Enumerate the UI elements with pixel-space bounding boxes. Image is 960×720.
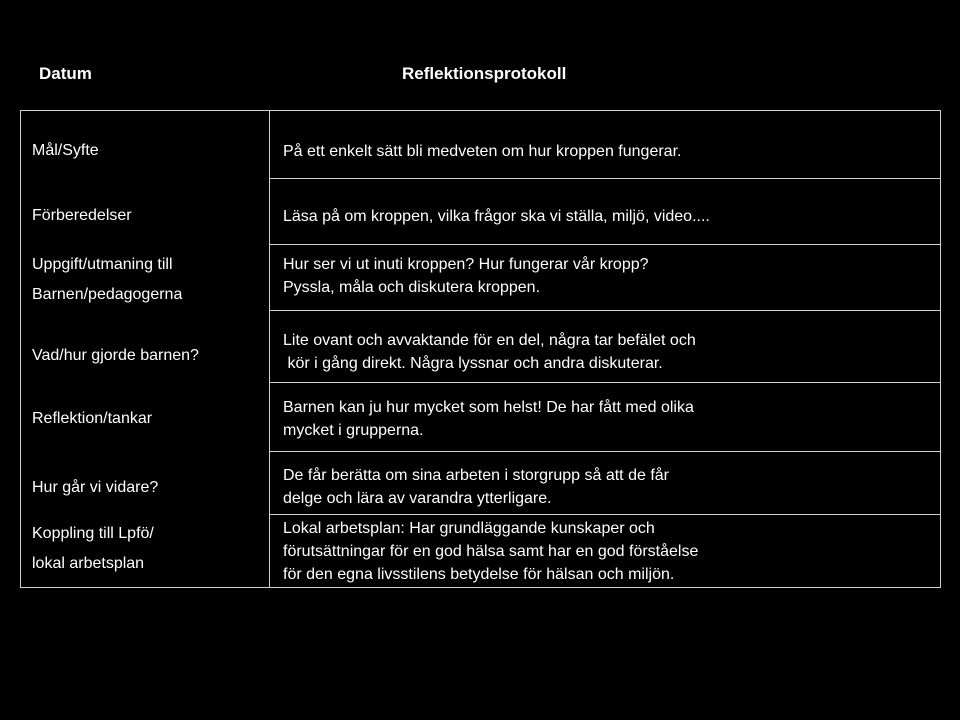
row-divider <box>269 514 941 515</box>
content-line: Lite ovant och avvaktande för en del, några tar befälet och <box>283 332 696 349</box>
content-line: Läsa på om kroppen, vilka frågor ska vi ställa, miljö, video.... <box>283 208 710 225</box>
content-reflection <box>283 396 933 442</box>
content-what-children-did <box>283 329 933 375</box>
label-goal: Mål/Syfte <box>32 142 99 159</box>
content-next-steps <box>283 464 933 510</box>
row-divider <box>269 382 941 383</box>
label-task-line-1: Uppgift/utmaning till <box>32 256 173 273</box>
content-goal <box>283 140 933 163</box>
content-line: Lokal arbetsplan: Har grundläggande kunskaper och <box>283 520 655 537</box>
label-curriculum-line-2: lokal arbetsplan <box>32 555 145 572</box>
content-curriculum <box>283 517 933 586</box>
content-task <box>283 253 933 299</box>
label-next-steps: Hur går vi vidare? <box>32 479 159 496</box>
header-row <box>0 0 960 110</box>
content-line: mycket i grupperna. <box>283 422 424 439</box>
page-title: Reflektionsprotokoll <box>402 64 567 83</box>
column-divider <box>269 111 270 587</box>
content-line: förutsättningar för en god hälsa samt har en god förståelse <box>283 543 699 560</box>
label-task-line-2: Barnen/pedagogerna <box>32 286 183 303</box>
row-divider <box>269 310 941 311</box>
content-line: På ett enkelt sätt bli medveten om hur kroppen fungerar. <box>283 143 682 160</box>
date-heading: Datum <box>39 64 92 83</box>
row-divider <box>269 244 941 245</box>
content-line: Pyssla, måla och diskutera kroppen. <box>283 279 541 296</box>
content-line: De får berätta om sina arbeten i storgrupp så att de får <box>283 467 669 484</box>
label-reflection: Reflektion/tankar <box>32 410 153 427</box>
content-preparations <box>283 205 933 228</box>
content-line: Barnen kan ju hur mycket som helst! De har fått med olika <box>283 399 694 416</box>
reflection-table <box>20 110 941 588</box>
label-curriculum-line-1: Koppling till Lpfö/ <box>32 525 154 542</box>
label-preparations: Förberedelser <box>32 207 132 224</box>
content-line: kör i gång direkt. Några lyssnar och andra diskuterar. <box>283 355 663 372</box>
content-line: delge och lära av varandra ytterligare. <box>283 490 552 507</box>
content-line: för den egna livsstilens betydelse för hälsan och miljön. <box>283 566 675 583</box>
row-divider <box>269 451 941 452</box>
label-what-children-did: Vad/hur gjorde barnen? <box>32 347 199 364</box>
content-line: Hur ser vi ut inuti kroppen? Hur fungerar vår kropp? <box>283 256 649 273</box>
row-divider <box>269 178 941 179</box>
